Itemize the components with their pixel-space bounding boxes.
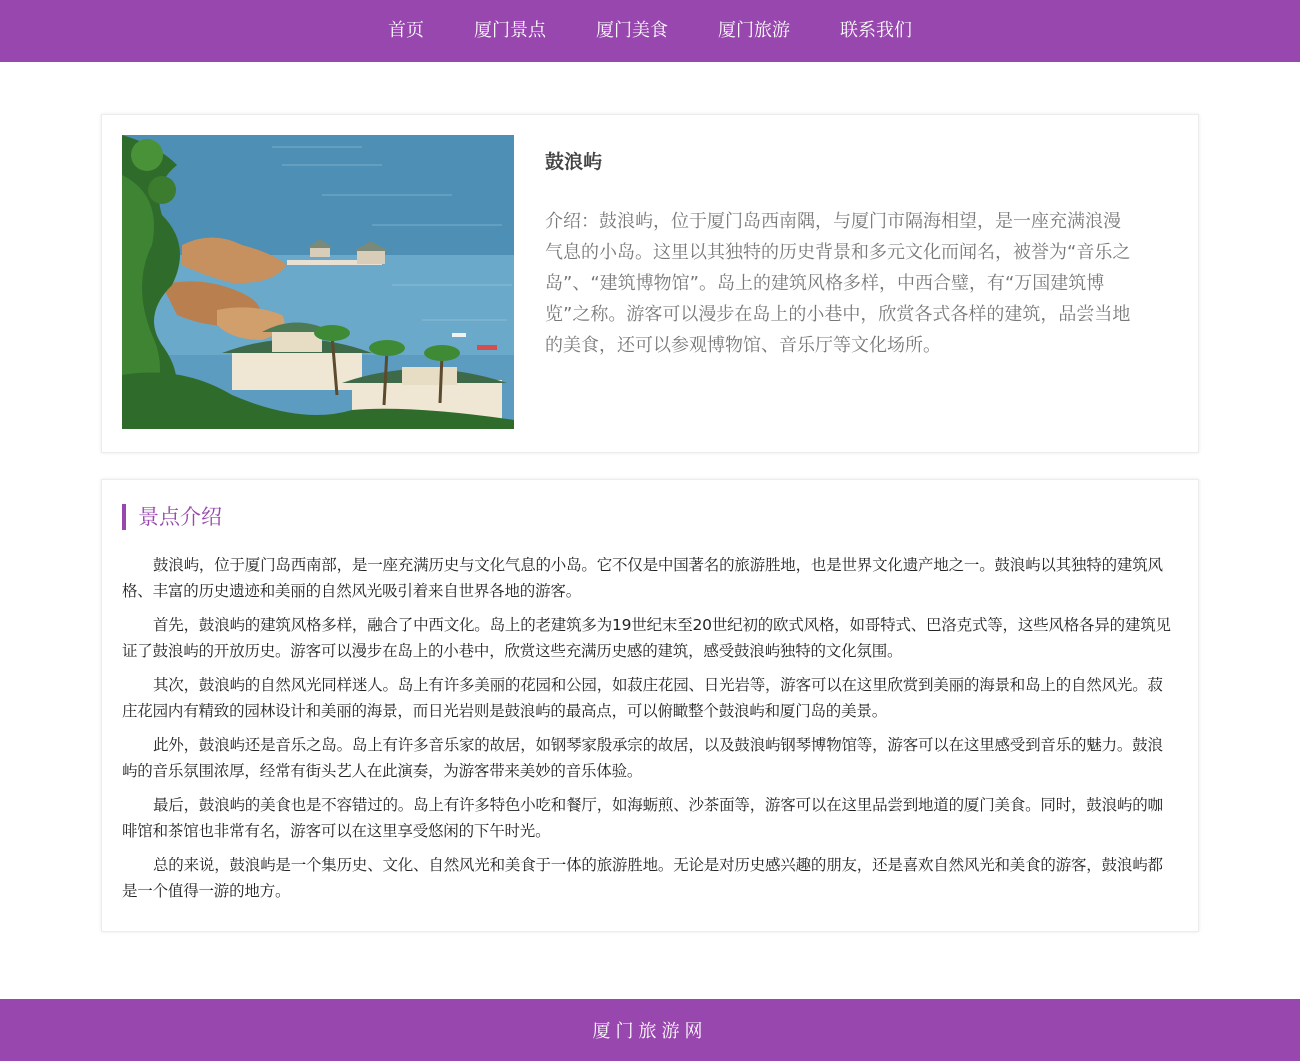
intro-paragraph: 最后，鼓浪屿的美食也是不容错过的。岛上有许多特色小吃和餐厅，如海蛎煎、沙茶面等，游客可以在这里品尝到地道的厦门美食。同时，鼓浪屿的咖啡馆和茶馆也非常有名，游客可以在这里享受悠闲的下午时光。 xyxy=(122,796,1163,840)
intro-paragraphs xyxy=(122,552,1177,912)
attraction-intro-card xyxy=(101,479,1199,932)
intro-paragraph: 其次，鼓浪屿的自然风光同样迷人。岛上有许多美丽的花园和公园，如菽庄花园、日光岩等，游客可以在这里欣赏到美丽的海景和岛上的自然风光。菽庄花园内有精致的园林设计和美丽的海景，而日光岩则是鼓浪屿的最高点，可以俯瞰整个鼓浪屿和厦门岛的美景。 xyxy=(122,676,1163,720)
section-heading: 景点介绍 xyxy=(122,504,222,530)
spot-intro: 介绍：鼓浪屿，位于厦门岛西南隅，与厦门市隔海相望，是一座充满浪漫气息的小岛。这里以其独特的历史背景和多元文化而闻名，被誉为“音乐之岛”、“建筑博物馆”。岛上的建筑风格多样，中西合璧，有“万国建筑博览”之称。游客可以漫步在岛上的小巷中，欣赏各式各样的建筑，品尝当地的美食，还可以参观博物馆、音乐厅等文化场所。 xyxy=(545,211,1131,356)
intro-paragraph: 总的来说，鼓浪屿是一个集历史、文化、自然风光和美食于一体的旅游胜地。无论是对历史感兴趣的朋友，还是喜欢自然风光和美食的游客，鼓浪屿都是一个值得一游的地方。 xyxy=(122,856,1163,900)
footer xyxy=(0,999,1300,1061)
spot-title: 鼓浪屿 xyxy=(545,151,603,173)
nav-item-travel[interactable]: 厦门旅游 xyxy=(718,20,790,41)
intro-paragraph: 鼓浪屿，位于厦门岛西南部，是一座充满历史与文化气息的小岛。它不仅是中国著名的旅游胜地，也是世界文化遗产地之一。鼓浪屿以其独特的建筑风格、丰富的历史遗迹和美丽的自然风光吸引着来自世界各地的游客。 xyxy=(122,556,1163,600)
intro-paragraph: 此外，鼓浪屿还是音乐之岛。岛上有许多音乐家的故居，如钢琴家殷承宗的故居，以及鼓浪屿钢琴博物馆等，游客可以在这里感受到音乐的魅力。鼓浪屿的音乐氛围浓厚，经常有街头艺人在此演奏，为游客带来美妙的音乐体验。 xyxy=(122,736,1163,780)
footer-site-name: 厦门旅游网 xyxy=(592,1021,708,1042)
nav-item-home[interactable]: 首页 xyxy=(388,20,424,41)
intro-paragraph: 首先，鼓浪屿的建筑风格多样，融合了中西文化。岛上的老建筑多为19世纪末至20世纪初的欧式风格，如哥特式、巴洛克式等，这些风格各异的建筑见证了鼓浪屿的开放历史。游客可以漫步在岛上的小巷中，欣赏这些充满历史感的建筑，感受鼓浪屿独特的文化氛围。 xyxy=(122,616,1171,660)
nav-item-contact[interactable]: 联系我们 xyxy=(840,20,912,41)
nav-item-attractions[interactable]: 厦门景点 xyxy=(474,20,546,41)
nav-item-food[interactable]: 厦门美食 xyxy=(596,20,668,41)
gulangyu-photo xyxy=(122,135,514,429)
top-nav xyxy=(0,0,1300,62)
spot-card xyxy=(101,114,1199,453)
